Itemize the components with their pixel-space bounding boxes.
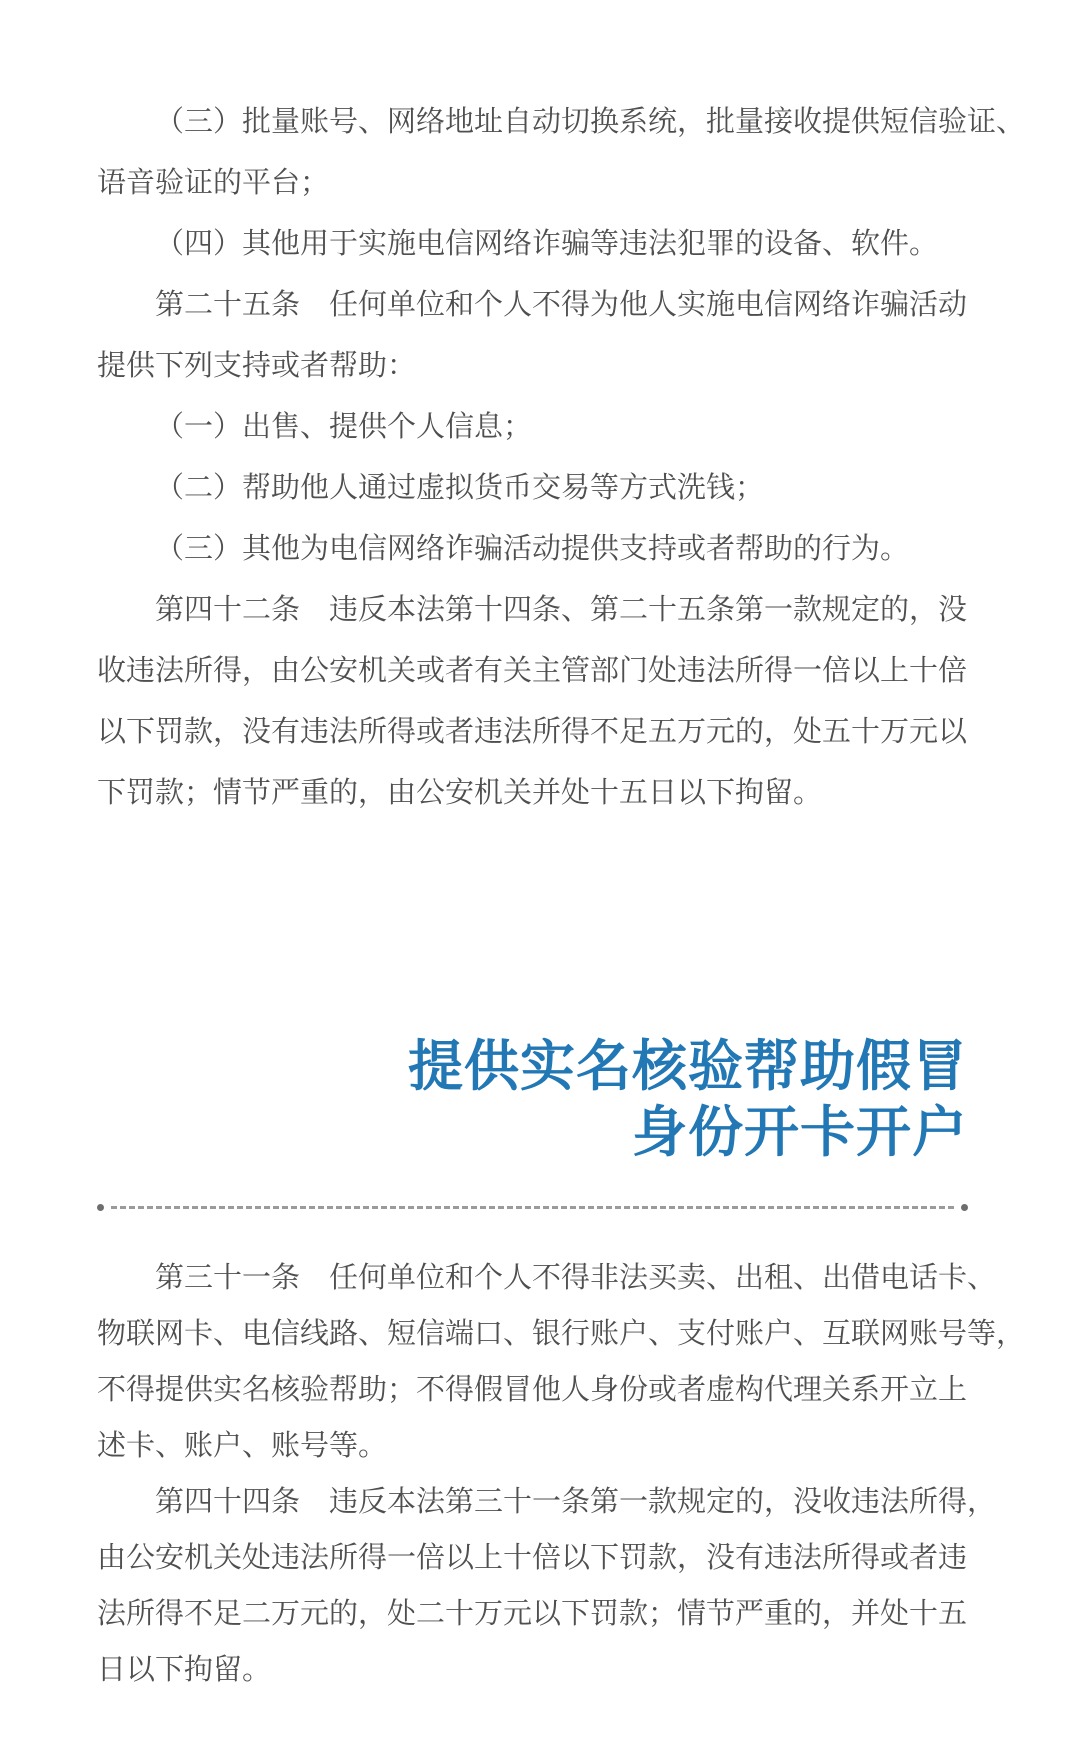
section-title-line-1: 提供实名核验帮助假冒 — [407, 1035, 968, 1097]
law-text-line: 法所得不足二万元的，处二十万元以下罚款；情节严重的，并处十五 — [97, 1598, 968, 1630]
law-text-line: 物联网卡、电信线路、短信端口、银行账户、支付账户、互联网账号等， — [97, 1318, 1026, 1350]
law-text-line: （二）帮助他人通过虚拟货币交易等方式洗钱； — [155, 472, 765, 504]
law-text-line: 语音验证的平台； — [97, 167, 330, 199]
law-text-block-1 — [97, 92, 1026, 824]
law-text-line: 第三十一条 任何单位和个人不得非法买卖、出租、出借电话卡、 — [155, 1262, 997, 1294]
section-title-line-2: 身份开卡开户 — [631, 1101, 968, 1163]
divider-left-dot-icon — [97, 1204, 104, 1211]
dashed-divider — [97, 1200, 968, 1214]
divider-dash-line — [111, 1206, 954, 1209]
law-text-line: 不得提供实名核验帮助；不得假冒他人身份或者虚构代理关系开立上 — [97, 1374, 968, 1406]
law-text-block-2 — [97, 1250, 1026, 1698]
law-text-line: （一）出售、提供个人信息； — [155, 411, 533, 443]
law-text-line: 提供下列支持或者帮助： — [97, 350, 417, 382]
divider-right-dot-icon — [961, 1204, 968, 1211]
law-text-line: 下罚款；情节严重的，由公安机关并处十五日以下拘留。 — [97, 777, 823, 809]
law-text-line: 述卡、账户、账号等。 — [97, 1430, 388, 1462]
law-text-line: （三）批量账号、网络地址自动切换系统，批量接收提供短信验证、 — [155, 106, 1026, 138]
law-text-line: 由公安机关处违法所得一倍以上十倍以下罚款，没有违法所得或者违 — [97, 1542, 968, 1574]
law-text-line: 第四十四条 违反本法第三十一条第一款规定的，没收违法所得， — [155, 1486, 997, 1518]
law-text-line: （三）其他为电信网络诈骗活动提供支持或者帮助的行为。 — [155, 533, 910, 565]
law-text-line: 第二十五条 任何单位和个人不得为他人实施电信网络诈骗活动 — [155, 289, 968, 321]
law-text-line: 第四十二条 违反本法第十四条、第二十五条第一款规定的，没 — [155, 594, 968, 626]
law-text-line: （四）其他用于实施电信网络诈骗等违法犯罪的设备、软件。 — [155, 228, 939, 260]
law-text-line: 收违法所得，由公安机关或者有关主管部门处违法所得一倍以上十倍 — [97, 655, 968, 687]
section-title — [97, 1033, 968, 1165]
law-text-line: 日以下拘留。 — [97, 1654, 272, 1686]
law-text-line: 以下罚款，没有违法所得或者违法所得不足五万元的，处五十万元以 — [97, 716, 968, 748]
